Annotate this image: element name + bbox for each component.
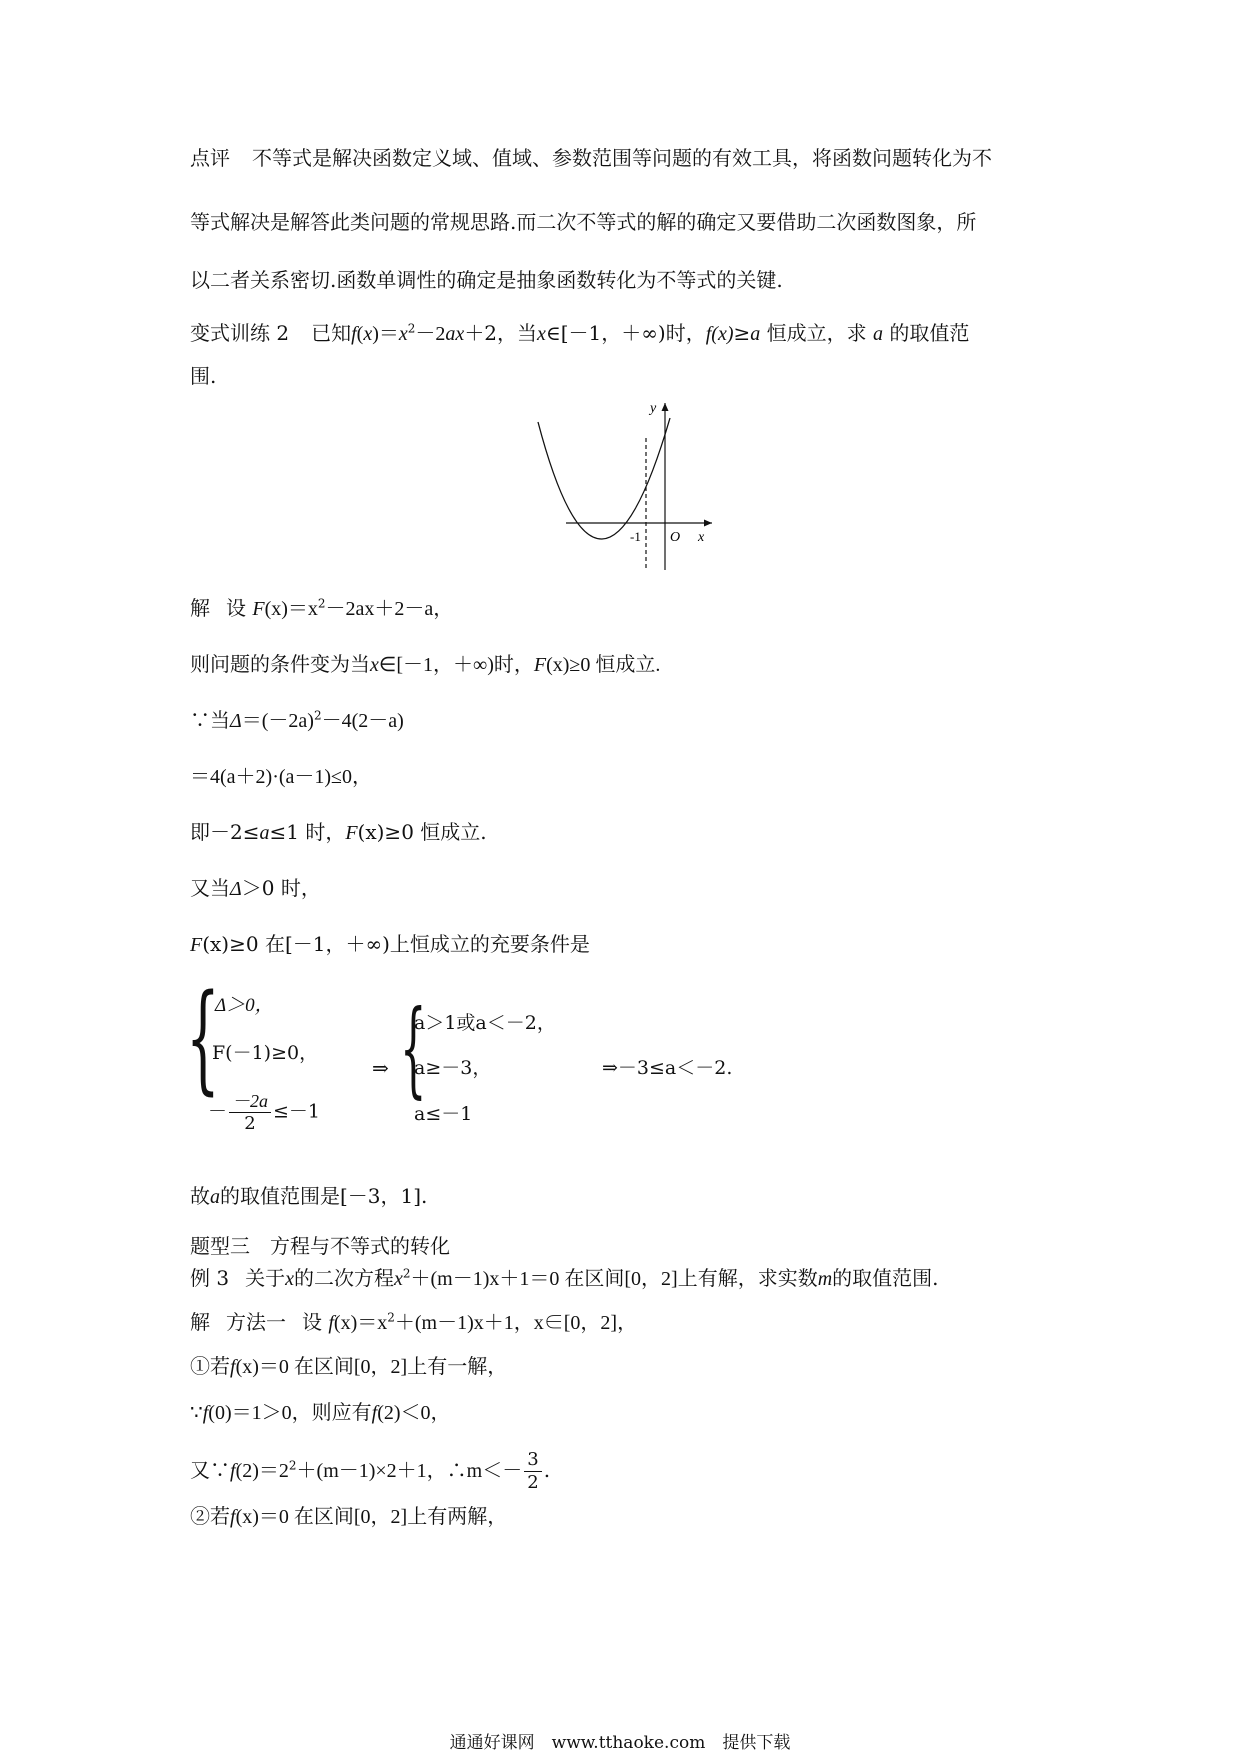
- example3-line: 例 3 关于x的二次方程$x^2+(m-1)x+1=0$ 在区间[0，2]上有解，求实数m的取值范围.: [190, 1266, 939, 1290]
- exercise-line-1: 变式训练 2 已知$f(x)=x^2-2ax+2$，当x∈[－1，＋∞)时，f(x)≥a 恒成立，求 a 的取值范: [190, 321, 970, 345]
- section-title: 题型三 方程与不等式的转化: [190, 1234, 450, 1258]
- solution-line-1: 解 设 $F(x)=x^2-2ax+2-a$，: [190, 596, 454, 620]
- solution-line-6: 又当Δ＞0 时，: [190, 876, 321, 900]
- system1-line-3: － $\frac{-2a}{2}$ ≤－1: [208, 1091, 321, 1134]
- y-label: y: [650, 401, 657, 416]
- final-implication: ⇒－3≤a＜－2.: [602, 1057, 733, 1079]
- implies-arrow-1: ⇒: [372, 1056, 389, 1080]
- comment-line-1: [190, 144, 992, 172]
- comment-label: 点评: [190, 146, 230, 170]
- exercise-line-2: 围.: [190, 364, 217, 388]
- parabola-curve: [538, 418, 670, 539]
- comment-line-3: 以二者关系密切.函数单调性的确定是抽象函数转化为不等式的关键.: [190, 268, 783, 292]
- fraction-3-over-2: $\frac{3}{2}$: [524, 1449, 541, 1494]
- x-axis-arrow: [704, 520, 712, 527]
- left-brace-2: {: [400, 987, 427, 1109]
- page-footer: 通通好课网 www.tthaoke.com 提供下载: [449, 1733, 791, 1753]
- system2-line-3: a≤－1: [414, 1103, 473, 1125]
- sol3-line-3: ∵f(0)＝1＞0，则应有f(2)＜0，: [190, 1400, 451, 1424]
- example3-label: 例 3: [190, 1266, 230, 1290]
- system2-line-2: a≥－3，: [414, 1057, 492, 1079]
- solution-line-4: ＝4(a＋2)·(a－1)≤0，: [190, 766, 373, 788]
- solution-line-2: 则问题的条件变为当x∈[－1，＋∞)时，F(x)≥0 恒成立.: [190, 652, 661, 676]
- solution-line-5: 即－2≤a≤1 时，F(x)≥0 恒成立.: [190, 820, 487, 844]
- origin-label: O: [670, 530, 681, 545]
- y-axis-arrow: [662, 403, 669, 411]
- fraction-neg2a-over-2: $\frac{-2a}{2}$: [229, 1090, 271, 1135]
- solution-line-7: F(x)≥0 在[－1，＋∞)上恒成立的充要条件是: [190, 932, 590, 956]
- parabola-figure: [530, 398, 720, 573]
- left-brace-1: {: [186, 968, 220, 1106]
- neg1-label: -1: [630, 529, 641, 544]
- sol3-line-5: ②若f(x)＝0 在区间[0，2]上有两解，: [190, 1504, 508, 1528]
- exercise-label: 变式训练 2: [190, 321, 290, 345]
- x-label: x: [698, 530, 705, 545]
- system2-line-1: a＞1或a＜－2，: [414, 1012, 556, 1034]
- system1-line-2: F(－1)≥0，: [212, 1042, 319, 1064]
- comment-line-2: 等式解决是解答此类问题的常规思路.而二次不等式的解的确定又要借助二次函数图象，所: [190, 210, 977, 234]
- sol3-line-2: ①若f(x)＝0 在区间[0，2]上有一解，: [190, 1354, 508, 1378]
- comment-text-1: 不等式是解决函数定义域、值域、参数范围等问题的有效工具，将函数问题转化为不: [252, 146, 992, 170]
- solution-line-3: ∵当$\Delta=(-2a)^2-4(2-a)$: [190, 708, 404, 732]
- sol3-line-1: 解 方法一 设 $f(x)=x^2+(m-1)x+1$，x∈[0，2]，: [190, 1310, 638, 1334]
- sol3-line-4: 又$\because f(2)=2^2+(m-1)\times 2+1$，∴m＜－ $\frac{3}{2}$ .: [190, 1449, 551, 1493]
- system1-line-1: Δ＞0，: [215, 995, 274, 1016]
- conclusion-line: 故a的取值范围是[－3，1].: [190, 1184, 428, 1208]
